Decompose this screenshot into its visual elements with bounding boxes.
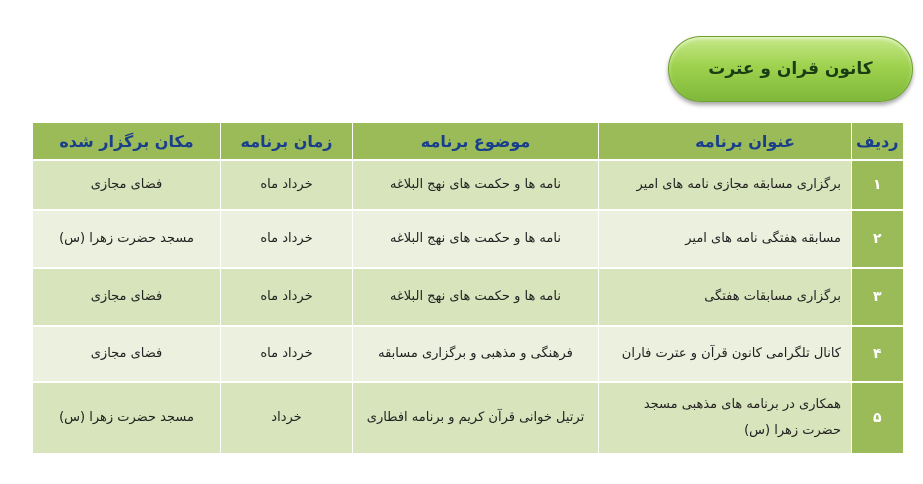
- program-place: فضای مجازی: [33, 268, 221, 326]
- row-number: ۲: [852, 210, 903, 268]
- program-title: همکاری در برنامه های مذهبی مسجد حضرت زهرا (س): [599, 382, 852, 453]
- program-time: خرداد ماه: [221, 268, 353, 326]
- program-place: مسجد حضرت زهرا (س): [33, 382, 221, 453]
- program-time: خرداد: [221, 382, 353, 453]
- table-row: [33, 268, 903, 326]
- program-title: مسابقه هفتگی نامه های امیر: [599, 210, 852, 268]
- program-subject: نامه ها و حکمت های نهج البلاغه: [353, 268, 599, 326]
- programs-table: [32, 123, 903, 453]
- section-title-banner: [668, 36, 913, 102]
- program-subject: فرهنگی و مذهبی و برگزاری مسابقه: [353, 326, 599, 382]
- table-row: [33, 326, 903, 382]
- table-row: [33, 382, 903, 453]
- row-number: ۱: [852, 160, 903, 210]
- program-time: خرداد ماه: [221, 326, 353, 382]
- table-header-row: [33, 123, 903, 160]
- program-place: فضای مجازی: [33, 326, 221, 382]
- section-title: کانون قران و عترت: [708, 59, 873, 79]
- program-subject: ترتیل خوانی قرآن کریم و برنامه افطاری: [353, 382, 599, 453]
- program-subject: نامه ها و حکمت های نهج البلاغه: [353, 210, 599, 268]
- header-row-number: ردیف: [852, 123, 903, 160]
- row-number: ۵: [852, 382, 903, 453]
- program-subject: نامه ها و حکمت های نهج البلاغه: [353, 160, 599, 210]
- program-place: مسجد حضرت زهرا (س): [33, 210, 221, 268]
- header-program-subject: موضوع برنامه: [353, 123, 599, 160]
- program-time: خرداد ماه: [221, 160, 353, 210]
- header-program-title: عنوان برنامه: [599, 123, 852, 160]
- table-row: [33, 160, 903, 210]
- program-time: خرداد ماه: [221, 210, 353, 268]
- header-program-place: مکان برگزار شده: [33, 123, 221, 160]
- row-number: ۴: [852, 326, 903, 382]
- program-title: برگزاری مسابقات هفتگی: [599, 268, 852, 326]
- row-number: ۳: [852, 268, 903, 326]
- table-row: [33, 210, 903, 268]
- program-title: کانال تلگرامی کانون قرآن و عترت فاران: [599, 326, 852, 382]
- program-title: برگزاری مسابقه مجازی نامه های امیر: [599, 160, 852, 210]
- program-place: فضای مجازی: [33, 160, 221, 210]
- header-program-time: زمان برنامه: [221, 123, 353, 160]
